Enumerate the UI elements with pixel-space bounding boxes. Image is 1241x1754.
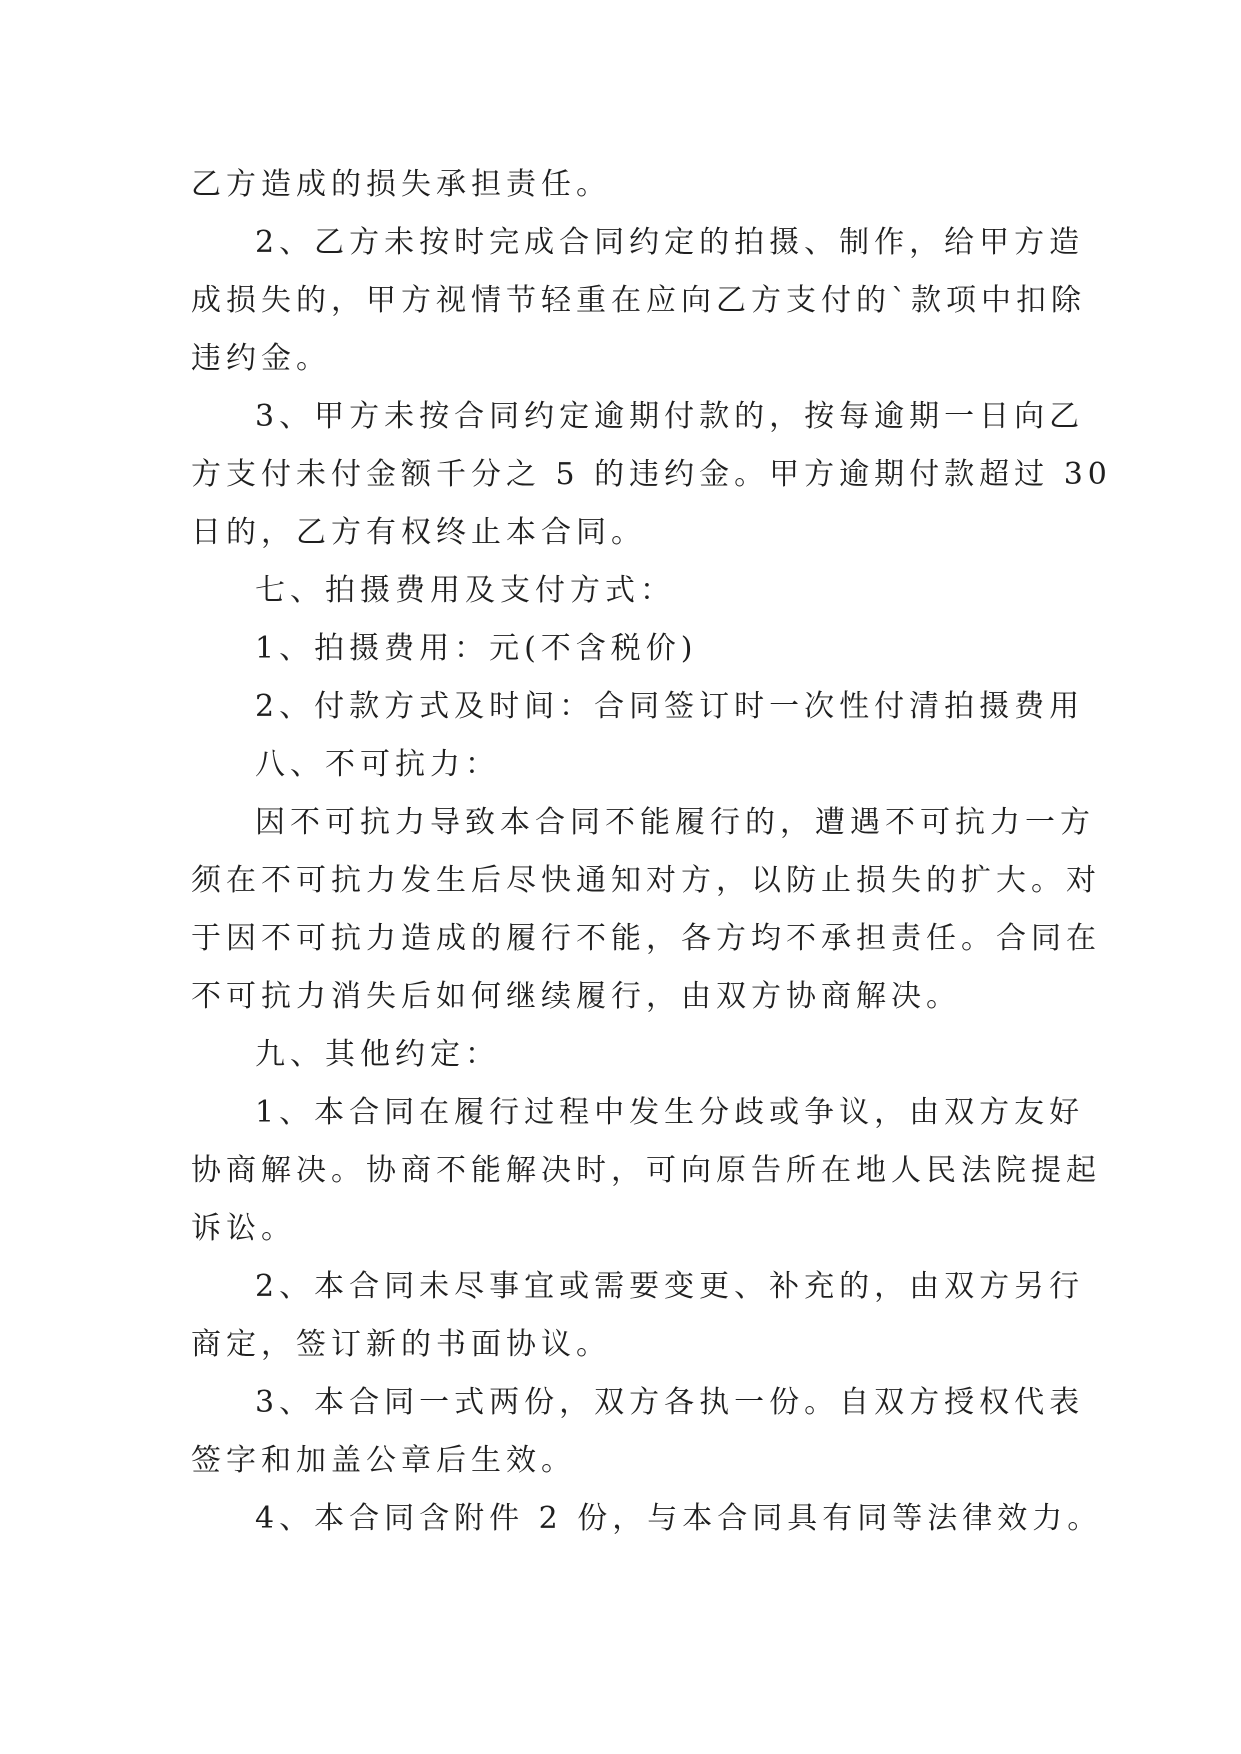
text-line: 诉讼。 <box>191 1211 296 1246</box>
section-heading: 九、其他约定： <box>255 1037 500 1072</box>
text-line: 1、本合同在履行过程中发生分歧或争议，由双方友好 <box>255 1095 1085 1130</box>
section-heading: 七、拍摄费用及支付方式： <box>255 573 675 608</box>
text-line: 方支付未付金额千分之 5 的违约金。甲方逾期付款超过 30 <box>191 457 1112 492</box>
text-line: 协商解决。协商不能解决时，可向原告所在地人民法院提起 <box>191 1153 1101 1188</box>
text-line: 3、甲方未按合同约定逾期付款的，按每逾期一日向乙 <box>255 399 1085 434</box>
text-line: 1、拍摄费用：元(不含税价) <box>255 631 698 666</box>
text-line: 须在不可抗力发生后尽快通知对方，以防止损失的扩大。对 <box>191 863 1101 898</box>
text-line: 商定，签订新的书面协议。 <box>191 1327 611 1362</box>
text-line: 2、本合同未尽事宜或需要变更、补充的，由双方另行 <box>255 1269 1085 1304</box>
section-heading: 八、不可抗力： <box>255 747 500 782</box>
text-line: 日的，乙方有权终止本合同。 <box>191 515 646 550</box>
text-line: 2、乙方未按时完成合同约定的拍摄、制作，给甲方造 <box>255 225 1085 260</box>
text-line: 因不可抗力导致本合同不能履行的，遭遇不可抗力一方 <box>255 805 1095 840</box>
text-line: 违约金。 <box>191 341 331 376</box>
text-line: 2、付款方式及时间：合同签订时一次性付清拍摄费用 <box>255 689 1085 724</box>
text-line: 乙方造成的损失承担责任。 <box>191 167 611 202</box>
text-line: 签字和加盖公章后生效。 <box>191 1443 576 1478</box>
document-body <box>191 156 1112 1548</box>
text-line: 3、本合同一式两份，双方各执一份。自双方授权代表 <box>255 1385 1085 1420</box>
text-line: 不可抗力消失后如何继续履行，由双方协商解决。 <box>191 979 961 1014</box>
text-line: 4、本合同含附件 2 份，与本合同具有同等法律效力。 <box>255 1501 1103 1536</box>
text-line: 于因不可抗力造成的履行不能，各方均不承担责任。合同在 <box>191 921 1101 956</box>
text-line: 成损失的，甲方视情节轻重在应向乙方支付的`款项中扣除 <box>191 283 1086 318</box>
